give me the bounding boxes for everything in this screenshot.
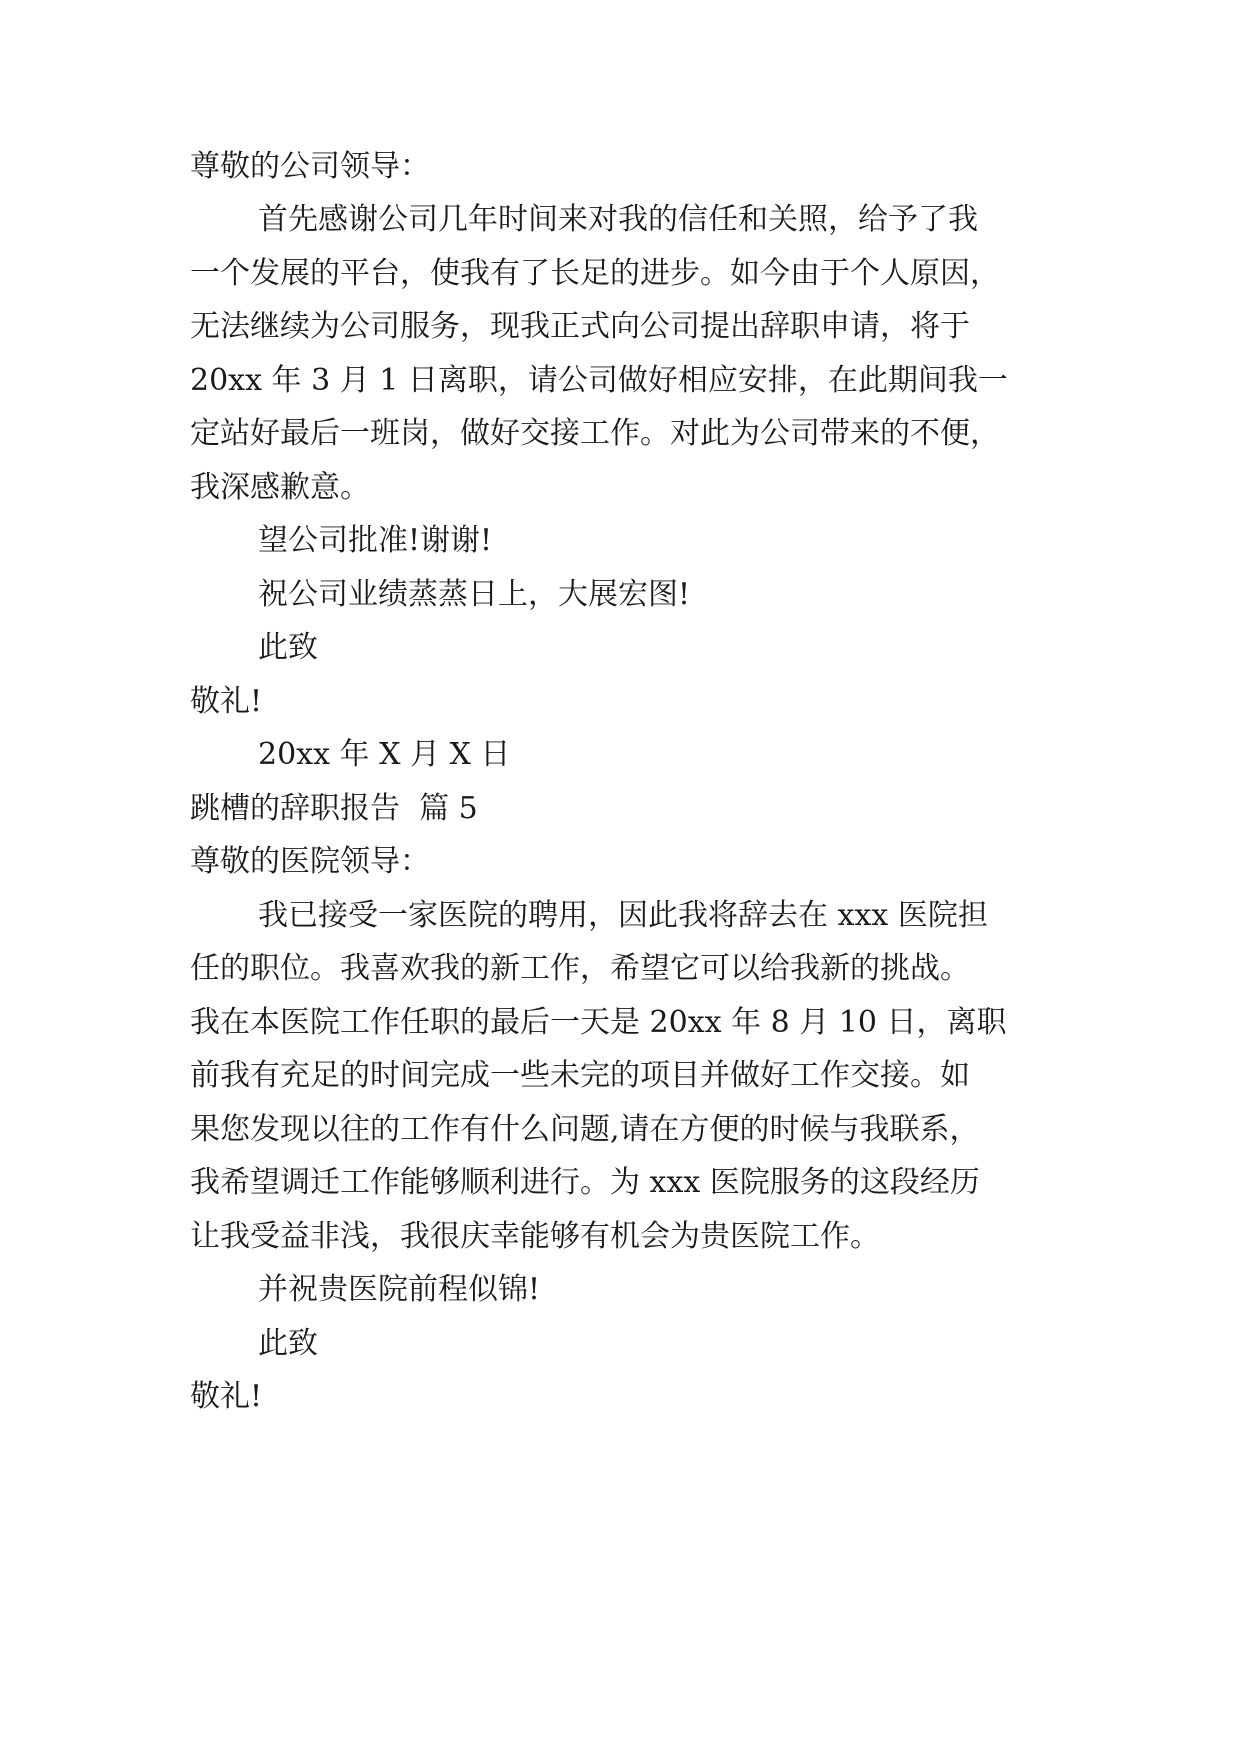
salutation-hospital: 尊敬的医院领导：: [190, 844, 430, 879]
body-line: 我深感歉意。: [190, 470, 370, 505]
body-line: 定站好最后一班岗，做好交接工作。对此为公司带来的不便，: [190, 416, 1000, 451]
body-line: 让我受益非浅，我很庆幸能够有机会为贵医院工作。: [190, 1219, 880, 1254]
wish-line: 并祝贵医院前程似锦!: [258, 1272, 541, 1307]
body-line: 我希望调迁工作能够顺利进行。为 xxx 医院服务的这段经历: [190, 1165, 980, 1200]
body-line: 前我有充足的时间完成一些未完的项目并做好工作交接。如: [190, 1058, 970, 1093]
salutation-company: 尊敬的公司领导：: [190, 149, 430, 184]
closing-regards: 敬礼!: [190, 684, 263, 719]
body-line: 一个发展的平台，使我有了长足的进步。如今由于个人原因，: [190, 256, 1000, 291]
section-title: 跳槽的辞职报告 篇 5: [190, 791, 478, 826]
request-line: 望公司批准!谢谢!: [258, 523, 493, 558]
body-line: 20xx 年 3 月 1 日离职，请公司做好相应安排，在此期间我一: [190, 363, 1008, 398]
body-line: 我已接受一家医院的聘用，因此我将辞去在 xxx 医院担: [258, 898, 988, 933]
closing-phrase: 此致: [258, 1326, 318, 1361]
wish-line: 祝公司业绩蒸蒸日上，大展宏图!: [258, 577, 691, 612]
body-line: 任的职位。我喜欢我的新工作，希望它可以给我新的挑战。: [190, 951, 970, 986]
date-line: 20xx 年 X 月 X 日: [258, 737, 511, 772]
body-line: 首先感谢公司几年时间来对我的信任和关照，给予了我: [258, 202, 978, 237]
closing-regards: 敬礼!: [190, 1379, 263, 1414]
body-line: 我在本医院工作任职的最后一天是 20xx 年 8 月 10 日，离职: [190, 1005, 1007, 1040]
body-line: 无法继续为公司服务，现我正式向公司提出辞职申请，将于: [190, 309, 970, 344]
body-line: 果您发现以往的工作有什么问题,请在方便的时候与我联系，: [190, 1112, 980, 1147]
closing-phrase: 此致: [258, 630, 318, 665]
